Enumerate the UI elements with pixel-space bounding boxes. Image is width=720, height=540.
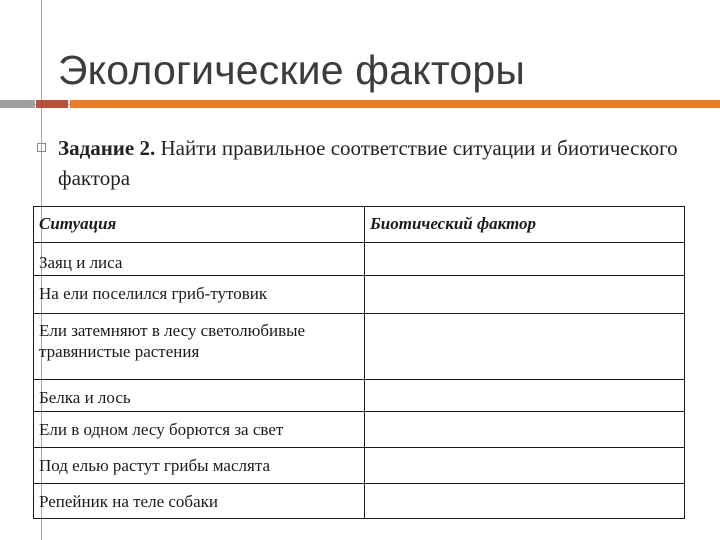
- accent-bar-gray: [0, 100, 35, 108]
- factor-cell: [365, 448, 685, 484]
- header-situation: Ситуация: [34, 207, 365, 243]
- situation-cell: Белка и лось: [34, 380, 365, 412]
- table-row: [34, 412, 685, 448]
- table-row: [34, 243, 685, 276]
- factor-cell: [365, 484, 685, 519]
- task-description: Найти правильное соответствие ситуации и биотического фактора: [58, 136, 678, 190]
- table-row: [34, 448, 685, 484]
- task-text: [58, 133, 698, 193]
- situation-cell: Ели затемняют в лесу светолюбивые травянистые растения: [34, 314, 365, 380]
- factor-cell: [365, 276, 685, 314]
- table-row: [34, 314, 685, 380]
- slide-title: Экологические факторы: [58, 47, 526, 93]
- bullet-square-icon: [37, 143, 46, 152]
- situation-cell: Под елью растут грибы маслята: [34, 448, 365, 484]
- factor-cell: [365, 380, 685, 412]
- table-row: [34, 276, 685, 314]
- table-row: [34, 380, 685, 412]
- situation-cell: Репейник на теле собаки: [34, 484, 365, 519]
- accent-bar-red: [36, 100, 68, 108]
- factor-cell: [365, 243, 685, 276]
- factor-cell: [365, 314, 685, 380]
- header-biotic-factor: Биотический фактор: [365, 207, 685, 243]
- task-number: Задание 2.: [58, 136, 156, 160]
- table-header-row: [34, 207, 685, 243]
- table-row: [34, 484, 685, 519]
- matching-table: [33, 206, 685, 519]
- accent-bar-orange: [70, 100, 720, 108]
- situation-cell: Ели в одном лесу борются за свет: [34, 412, 365, 448]
- situation-cell: На ели поселился гриб-тутовик: [34, 276, 365, 314]
- factor-cell: [365, 412, 685, 448]
- situation-cell: Заяц и лиса: [34, 243, 365, 276]
